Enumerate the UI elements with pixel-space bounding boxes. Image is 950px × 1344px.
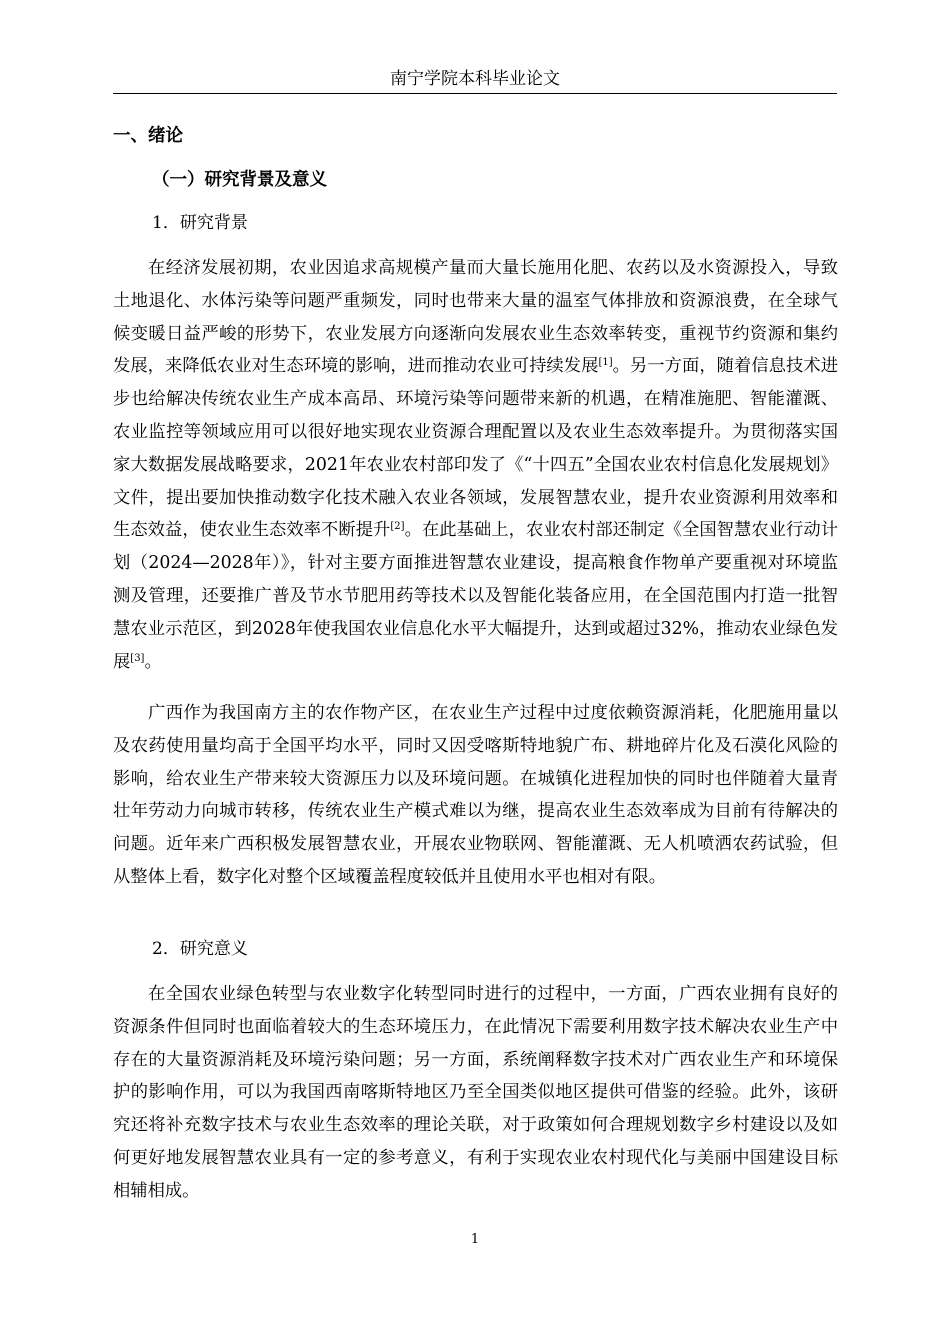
subsection-heading: （一）研究背景及意义 — [152, 170, 327, 190]
paragraph-text: 在全国农业绿色转型与农业数字化转型同时进行的过程中，一方面，广西农业拥有良好的资源条件但同时也面临着较大的生态环境压力，在此情况下需要利用数字技术解决农业生产中存在的大量资源消耗及环境污染问题；另一方面，系统阐释数字技术对广西农业生产和环境保护的影响作用，可以为我国西南喀斯特地区乃至全国类似地区提供可借鉴的经验。此外，该研究还将补充数字技术与农业生态效率的理论关联，对于政策如何合理规划数字乡村建设以及如何更好地发展智慧农业具有一定的参考意义，有利于实现农业农村现代化与美丽中国建设目标相辅相成。 — [113, 984, 838, 1201]
page-number: 1 — [470, 1232, 480, 1247]
paragraph-significance — [113, 978, 838, 1208]
paragraph-text: 在经济发展初期，农业因追求高规模产量而大量长施用化肥、农药以及水资源投入，导致土地退化、水体污染等问题严重频发，同时也带来大量的温室气体排放和资源浪费，在全球气候变暖日益严峻的形势下，农业发展方向逐渐向发展农业生态效率转变，重视节约资源和集约发展，来降低农业对生态环境的影响，进而推动农业可持续发展 — [113, 258, 838, 377]
paragraph-text: 。 — [144, 651, 162, 672]
subsubsection-heading-significance: 2．研究意义 — [152, 939, 248, 959]
paragraph-text: 广西作为我国南方主的农作物产区，在农业生产过程中过度依赖资源消耗，化肥施用量以及农药使用量均高于全国平均水平，同时又因受喀斯特地貌广布、耕地碎片化及石漠化风险的影响，给农业生产带来较大资源压力以及环境问题。在城镇化进程加快的同时也伴随着大量青壮年劳动力向城市转移，传统农业生产模式难以为继，提高农业生态效率成为目前有待解决的问题。近年来广西积极发展智慧农业，开展农业物联网、智能灌溉、无人机喷洒农药试验，但从整体上看，数字化对整个区域覆盖程度较低并且使用水平也相对有限。 — [113, 703, 838, 887]
paragraph-background-2 — [113, 697, 838, 894]
paragraph-text: 。另一方面，随着信息技术进步也给解决传统农业生产成本高昂、环境污染等问题带来新的机遇，在精准施肥、智能灌溉、农业监控等领域应用可以很好地实现农业资源合理配置以及农业生态效率提升。为贯彻落实国家大数据发展战略要求，2021年农业农村部印发了《“十四五”全国农业农村信息化发展规划》文件，提出要加快推动数字化技术融入农业各领域，发展智慧农业，提升农业资源利用效率和生态效益，使农业生态效率不断提升 — [113, 356, 838, 541]
citation-ref: [1] — [598, 357, 613, 369]
running-header: 南宁学院本科毕业论文 — [390, 69, 560, 89]
citation-ref: [3] — [130, 652, 145, 664]
section-heading: 一、绪论 — [113, 126, 183, 146]
paragraph-text: 。在此基础上，农业农村部还制定《全国智慧农业行动计划（2024—2028年）》，针对主要方面推进智慧农业建设，提高粮食作物单产要重视对环境监测及管理，还要推广普及节水节肥用药等技术以及智能化装备应用，在全国范围内打造一批智慧农业示范区，到2028年使我国农业信息化水平大幅提升，达到或超过32%，推动农业绿色发展 — [113, 520, 838, 672]
paragraph-background-1 — [113, 252, 838, 678]
citation-ref: [2] — [390, 521, 405, 533]
subsubsection-heading-background: 1．研究背景 — [152, 213, 248, 233]
header-rule — [113, 93, 837, 94]
